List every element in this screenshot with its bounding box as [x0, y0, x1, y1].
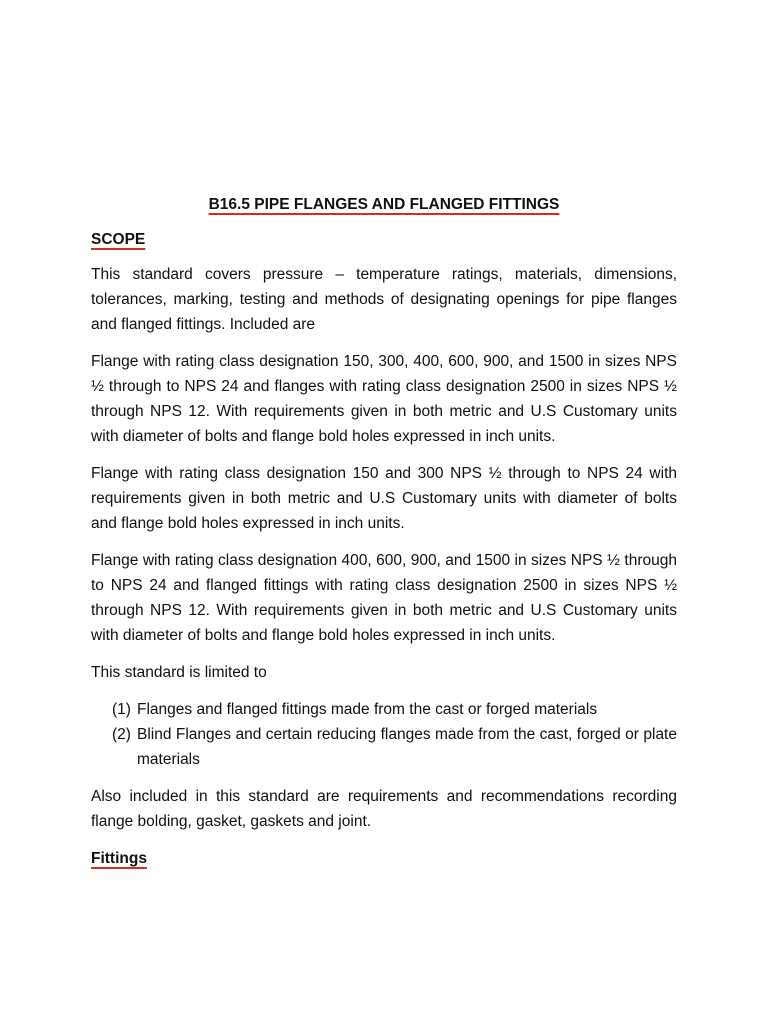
flange-class-paragraph: Flange with rating class designation 150, 300, 400, 600, 900, and 1500 in sizes NPS ½ through to NPS 24 and flanges with rating class designation 2500 in sizes NPS ½ through NPS 12. With requirements given in both metric and U.S Customary units with diameter of bolts and flange bold holes expressed in inch units. [91, 353, 677, 445]
limited-list [91, 697, 677, 772]
flange-400-1500-paragraph: Flange with rating class designation 400, 600, 900, and 1500 in sizes NPS ½ through to NPS 24 and flanged fittings with rating class designation 2500 in sizes NPS ½ through NPS 12. With requirements given in both metric and U.S Customary units with diameter of bolts and flange bold holes expressed in inch units. [91, 552, 677, 644]
document-body [91, 192, 677, 881]
list-item [91, 722, 677, 772]
document-title-block [91, 192, 677, 217]
list-item [91, 697, 677, 722]
scope-heading: SCOPE [91, 231, 146, 248]
closing-paragraph: Also included in this standard are requirements and recommendations recording flange bolding, gasket, gaskets and joint. [91, 788, 677, 830]
fittings-heading-block [91, 846, 677, 871]
fittings-heading: Fittings [91, 850, 147, 867]
flange-150-300-paragraph: Flange with rating class designation 150 and 300 NPS ½ through to NPS 24 with requirements given in both metric and U.S Customary units with diameter of bolts and flange bold holes expressed in inch units. [91, 465, 677, 532]
scope-heading-block [91, 227, 677, 252]
list-item-text: Blind Flanges and certain reducing flanges made from the cast, forged or plate materials [137, 726, 677, 768]
document-title: B16.5 PIPE FLANGES AND FLANGED FITTINGS [208, 196, 560, 213]
list-item-number: (1) [112, 701, 131, 718]
list-item-number: (2) [112, 726, 131, 743]
limited-to-paragraph: This standard is limited to [91, 664, 267, 681]
scope-paragraph: This standard covers pressure – temperature ratings, materials, dimensions, tolerances, marking, testing and methods of designating openings for pipe flanges and flanged fittings. Included are [91, 266, 677, 333]
list-item-text: Flanges and flanged fittings made from the cast or forged materials [137, 701, 598, 718]
